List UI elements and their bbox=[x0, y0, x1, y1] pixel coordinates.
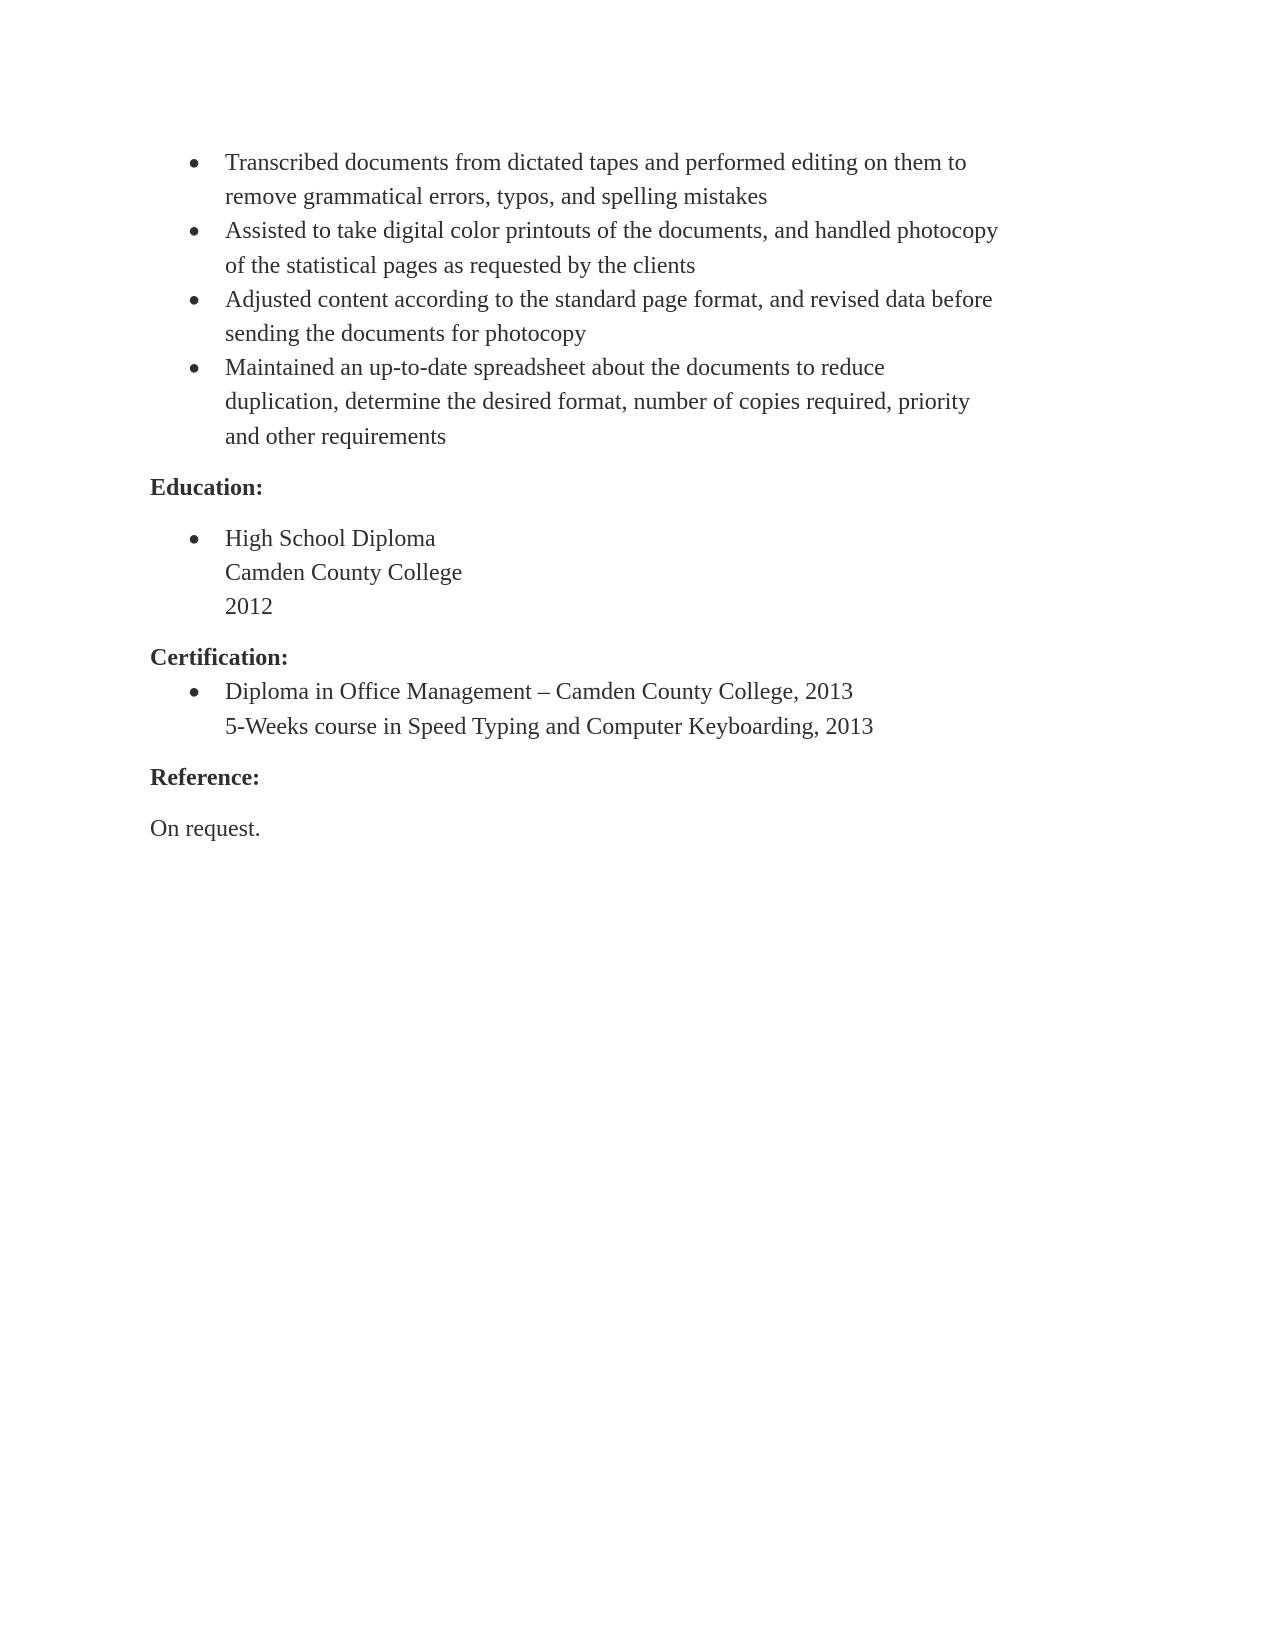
experience-list bbox=[150, 146, 1125, 454]
list-item-line: of the statistical pages as requested by the clients bbox=[225, 252, 696, 279]
list-item bbox=[150, 675, 1125, 743]
bullet-dot-icon: ● bbox=[188, 681, 201, 704]
list-item-line: Maintained an up-to-date spreadsheet about the documents to reduce bbox=[225, 355, 885, 382]
list-item bbox=[150, 214, 1125, 282]
reference-heading: Reference: bbox=[150, 764, 261, 791]
education-list bbox=[150, 522, 1125, 625]
bullet-dot-icon: ● bbox=[188, 357, 201, 380]
bullet-dot-icon: ● bbox=[188, 220, 201, 243]
list-item-line: Adjusted content according to the standard page format, and revised data before bbox=[225, 286, 993, 313]
education-degree: High School Diploma bbox=[225, 525, 436, 552]
certification-line: Diploma in Office Management – Camden County College, 2013 bbox=[225, 679, 854, 706]
certification-list bbox=[150, 675, 1125, 743]
list-item-line: duplication, determine the desired format, number of copies required, priority bbox=[225, 389, 971, 416]
education-school: Camden County College bbox=[225, 560, 463, 587]
list-item bbox=[150, 283, 1125, 351]
education-year: 2012 bbox=[225, 594, 273, 621]
list-item-line: sending the documents for photocopy bbox=[225, 321, 587, 348]
document-page bbox=[150, 146, 1125, 846]
list-item-line: remove grammatical errors, typos, and spelling mistakes bbox=[225, 184, 768, 211]
list-item-line: Assisted to take digital color printouts of the documents, and handled photocopy bbox=[225, 218, 999, 245]
bullet-dot-icon: ● bbox=[188, 527, 201, 550]
list-item bbox=[150, 146, 1125, 214]
list-item bbox=[150, 351, 1125, 454]
bullet-dot-icon: ● bbox=[188, 288, 201, 311]
list-item-line: Transcribed documents from dictated tapes and performed editing on them to bbox=[225, 150, 967, 176]
reference-text: On request. bbox=[150, 815, 261, 842]
education-heading: Education: bbox=[150, 474, 264, 501]
bullet-dot-icon: ● bbox=[188, 152, 201, 174]
certification-heading: Certification: bbox=[150, 645, 289, 672]
certification-line: 5-Weeks course in Speed Typing and Computer Keyboarding, 2013 bbox=[225, 713, 874, 740]
list-item bbox=[150, 522, 1125, 625]
list-item-line: and other requirements bbox=[225, 423, 447, 450]
